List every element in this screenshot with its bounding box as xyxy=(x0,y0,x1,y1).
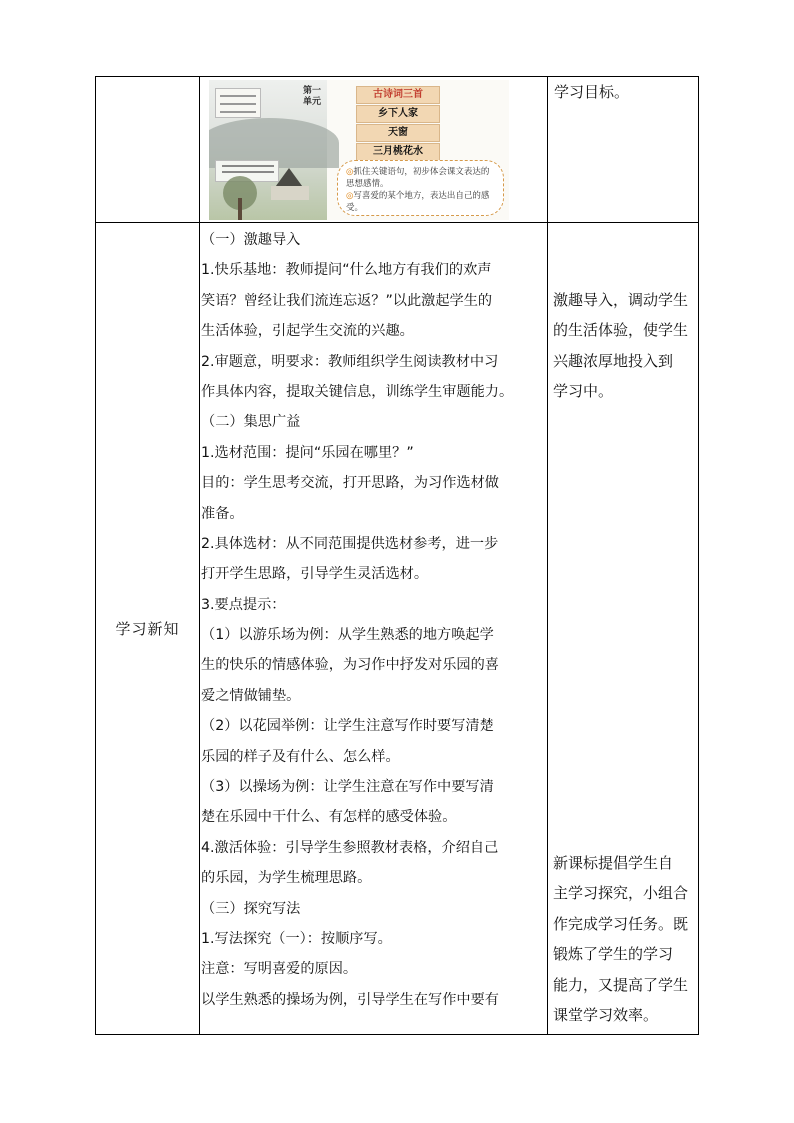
unit-goals-bubble xyxy=(337,160,504,216)
design-intent-1 xyxy=(553,285,698,407)
text-line: 爱之情做铺垫。 xyxy=(201,687,301,704)
lesson-tag: 三月桃花水 xyxy=(356,143,440,161)
text-line: 生的快乐的情感体验，为习作中抒发对乐园的喜 xyxy=(201,657,499,674)
text-line: 笑语？曾经让我们流连忘返？”以此激起学生的 xyxy=(201,292,493,309)
text-line: （2）以花园举例：让学生注意写作时要写清楚 xyxy=(201,718,494,735)
note-line: 兴趣浓厚地投入到 xyxy=(553,351,674,370)
note-line: 能力，又提高了学生 xyxy=(553,975,689,994)
goal-line: 思想感情。 xyxy=(346,179,389,189)
goal-line: 抓住关键语句，初步体会课文表达的 xyxy=(353,167,490,177)
text-line: 乐园的样子及有什么、怎么样。 xyxy=(201,748,400,765)
textbook-page-image xyxy=(209,80,509,220)
text-line: 以学生熟悉的操场为例，引导学生在写作中要有 xyxy=(201,991,499,1008)
lesson-tag: 天窗 xyxy=(356,124,440,142)
text-line: 生活体验，引起学生交流的兴趣。 xyxy=(201,323,414,340)
note-line: 新课标提倡学生自 xyxy=(553,854,674,872)
note-line: 学习中。 xyxy=(553,382,614,401)
text-line: （3）以操场为例：让学生注意在写作中要写清 xyxy=(201,779,494,796)
unit-label: 第一单元 xyxy=(302,86,321,107)
text-line: （一）激趣导入 xyxy=(201,232,301,248)
text-line: 2.具体选材：从不同范围提供选材参考，进一步 xyxy=(201,535,499,552)
text-line: 目的：学生思考交流，打开思路，为习作选材做 xyxy=(201,475,499,492)
text-line: 注意：写明喜爱的原因。 xyxy=(201,961,358,978)
note-line: 课堂学习效率。 xyxy=(553,1005,659,1024)
bullet-icon: ◎ xyxy=(346,191,354,201)
note-line: 的生活体验，使学生 xyxy=(553,321,689,340)
goal-line: 写喜爱的某个地方，表达出自己的感 xyxy=(353,191,490,201)
text-line: （三）探究写法 xyxy=(201,900,301,917)
row-label: 学习新知 xyxy=(115,620,180,638)
text-line: 打开学生思路，引导学生灵活选材。 xyxy=(201,566,429,583)
text-line: （二）集思广益 xyxy=(201,414,301,431)
lesson-plan-table xyxy=(95,76,699,1035)
note-line: 激趣导入，调动学生 xyxy=(553,291,689,309)
bullet-icon: ◎ xyxy=(346,167,354,177)
text-line: 2.审题意，明要求：教师组织学生阅读教材中习 xyxy=(201,353,499,370)
text-line: 准备。 xyxy=(201,505,244,522)
text-line: 作具体内容，提取关键信息，训练学生审题能力。 xyxy=(201,383,514,400)
text-line: 1.选材范围：提问“乐园在哪里？” xyxy=(201,444,414,461)
row1-right-text: 学习目标。 xyxy=(554,83,630,101)
goal-line: 受。 xyxy=(346,203,364,213)
column-divider-2 xyxy=(547,77,548,1034)
text-line: 楚在乐园中干什么、有怎样的感受体验。 xyxy=(201,809,457,826)
text-line: 3.要点提示： xyxy=(201,596,286,613)
text-line: 4.激活体验：引导学生参照教材表格，介绍自己 xyxy=(201,839,499,856)
column-divider-1 xyxy=(199,77,200,1034)
lesson-tag: 乡下人家 xyxy=(356,105,440,123)
design-intent-2 xyxy=(553,848,698,1030)
poem-box xyxy=(215,88,261,118)
text-line: 1.写法探究（一）：按顺序写。 xyxy=(201,930,392,947)
lesson-tag: 古诗词三首 xyxy=(356,86,440,104)
text-line: 1.快乐基地：教师提问“什么地方有我们的欢声 xyxy=(201,262,492,279)
text-line: 的乐园，为学生梳理思路。 xyxy=(201,870,372,887)
note-line: 作完成学习任务。既 xyxy=(553,914,689,933)
teaching-process-text xyxy=(201,225,546,1015)
note-line: 锻炼了学生的学习 xyxy=(553,945,674,964)
text-line: （1）以游乐场为例：从学生熟悉的地方唤起学 xyxy=(201,627,494,644)
note-line: 主学习探究，小组合 xyxy=(553,884,689,903)
